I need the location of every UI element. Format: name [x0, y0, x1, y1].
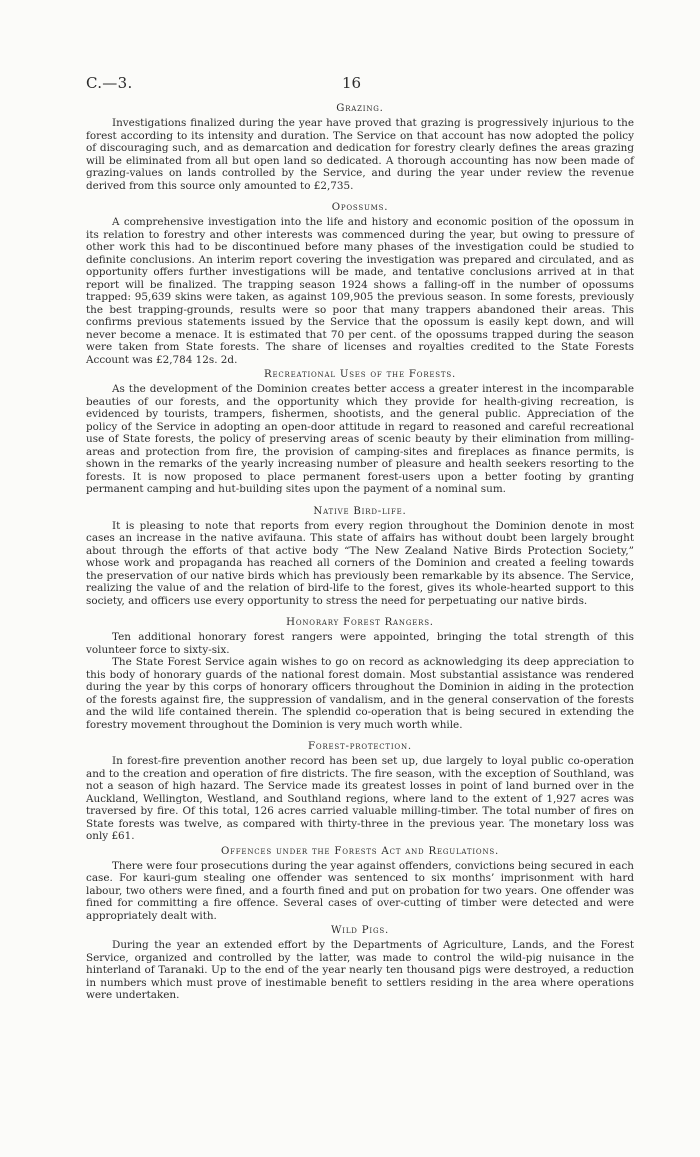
section-heading: Wild Pigs. — [331, 925, 389, 936]
section-honorary-forest-rangers — [86, 616, 634, 731]
section-forest-protection — [86, 740, 634, 843]
section-offences — [86, 845, 634, 923]
paragraph: Investigations finalized during the year have proved that grazing is progressively injurious to the forest according to its intensity and duration. The Service on that account has now adopted the policy of discouraging such, and as demarcation and dedication for forestry clearly defines the areas grazing will be eliminated from all but open land so dedicated. A thorough accounting has now been made of grazing-values on lands controlled by the Service, and during the year under review the revenue derived from this source only amounted to £2,735. — [86, 117, 634, 192]
page-header — [86, 74, 634, 96]
document-code: C.—3. — [86, 74, 133, 92]
page-number: 16 — [342, 74, 362, 92]
paragraph: During the year an extended effort by the Departments of Agriculture, Lands, and the Forest Service, organized and controlled by the latter, was made to control the wild-pig nuisance in the hinterland of Taranaki. Up to the end of the year nearly ten thousand pigs were destroyed, a reduction in numbers which must prove of inestimable benefit to settlers residing in the area where operations were undertaken. — [86, 939, 634, 1001]
section-native-bird-life — [86, 505, 634, 608]
paragraph: There were four prosecutions during the year against offenders, convictions being secured in each case. For kauri-gum stealing one offender was sentenced to six months’ imprisonment with hard labour, two others were fined, and a fourth fined and put on probation for two years. One offender was fined for committing a fire offence. Several cases of over-cutting of timber were detected and were appropriately dealt with. — [86, 859, 634, 922]
section-heading: Honorary Forest Rangers. — [286, 617, 434, 628]
paragraph: It is pleasing to note that reports from every region throughout the Dominion denote in most cases an increase in the native avifauna. This state of affairs has without doubt been largely brought about through the efforts of that active body “The New Zealand Native Birds Protection Society,” whose work and propaganda has reached all corners of the Dominion and created a feeling towards the preservation of our native birds which has previously been remarkable by its absence. The Service, realizing the value of and the relation of bird-life to the forest, gives its whole-hearted support to this society, and officers use every opportunity to stress the need for perpetuating our native birds. — [86, 519, 634, 607]
section-heading: Native Bird-life. — [313, 505, 407, 517]
paragraph: In forest-fire prevention another record has been set up, due largely to loyal public co-operation and to the creation and operation of fire districts. The fire season, with the exception of Southland, was not a season of high hazard. The Service made its greatest losses in point of land burned over in the Auckland, Wellington, Westland, and Southland regions, where land to the extent of 1,927 acres was traversed by fire. Of this total, 126 acres carried valuable milling-timber. The total number of fires on State forests was twelve, as compared with thirty-three in the previous year. The monetary loss was only £61. — [86, 755, 634, 842]
section-heading: Offences under the Forests Act and Regulations. — [220, 845, 500, 857]
section-heading: Grazing. — [336, 103, 384, 114]
section-heading: Recreational Uses of the Forests. — [264, 369, 456, 380]
section-wild-pigs — [86, 924, 634, 1002]
section-heading: Opossums. — [331, 202, 389, 213]
page-body — [86, 102, 634, 1002]
paragraph: The State Forest Service again wishes to go on record as acknowledging its deep appreciation to this body of honorary guards of the national forest domain. Most substantial assistance was rendered during the year by this corps of honorary officers throughout the Dominion in aiding in the protection of the forests against fire, the suppression of vandalism, and in the general conservation of the forests and the wild life contained therein. The splendid co-operation that is being secured in extending the forestry movement throughout the Dominion is very much worth while. — [86, 656, 634, 731]
section-grazing — [86, 102, 634, 192]
section-recreational-uses — [86, 368, 634, 496]
paragraph: As the development of the Dominion creates better access a greater interest in the incomparable beauties of our forests, and the opportunity which they provide for health-giving recreation, is evidenced by tourists, trampers, fishermen, shootists, and the general public. Appreciation of the policy of the Service in adopting an open-door attitude in regard to reasoned and careful recreational use of State forests, the policy of preserving areas of scenic beauty by their elimination from milling-areas and protection from fire, the provision of camping-sites and fireplaces as finance permits, is shown in the remarks of the yearly increasing number of pleasure and health seekers resorting to the forests. It is now proposed to place permanent forest-users upon a better footing by granting permanent camping and hut-building sites upon the payment of a nominal sum. — [86, 383, 634, 495]
paragraph: A comprehensive investigation into the life and history and economic position of the opossum in its relation to forestry and other interests was commenced during the year, but owing to pressure of other work this had to be discontinued before many phases of the investigation could be studied to definite conclusions. An interim report covering the investigation was prepared and circulated, and as opportunity offers further investigations will be made, and tentative conclusions arrived at in that report will be finalized. The trapping season 1924 shows a falling-off in the number of opossums trapped: 95,639 skins were taken, as against 109,905 the previous season. In some forests, previously the best trapping-grounds, results were so poor that many trappers abandoned their areas. This confirms previous statements issued by the Service that the opossum is easily kept down, and will never become a menace. It is estimated that 70 per cent. of the opossums trapped during the season were taken from State forests. The share of licenses and royalties credited to the State Forests Account was £2,784 12s. 2d. — [86, 216, 634, 366]
paragraph: Ten additional honorary forest rangers were appointed, bringing the total strength of this volunteer force to sixty-six. — [86, 631, 634, 656]
section-opossums — [86, 201, 634, 366]
section-heading: Forest-protection. — [308, 741, 412, 752]
